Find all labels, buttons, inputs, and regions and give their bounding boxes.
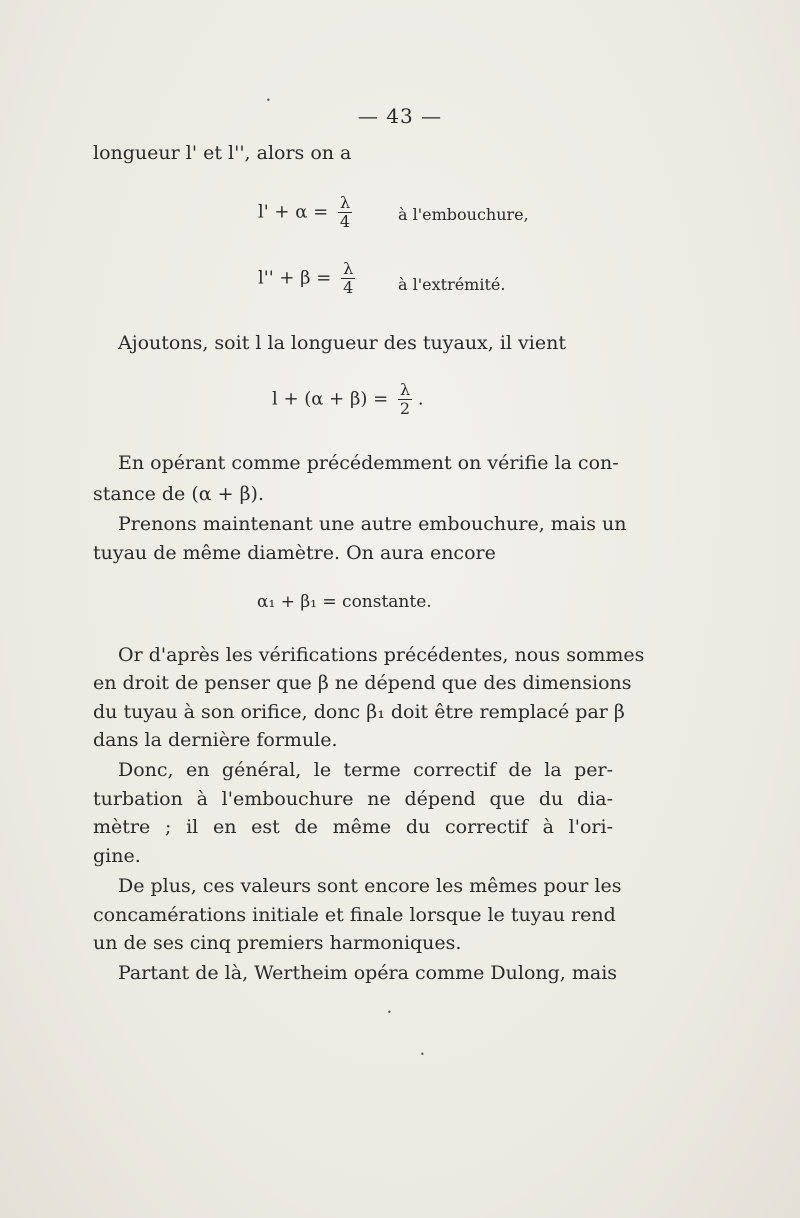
formula-extremite	[258, 260, 355, 297]
text-line: Donc, en général, le terme correctif de la per-	[118, 759, 613, 781]
page-number: — 43 —	[357, 104, 443, 128]
text-line: En opérant comme précédemment on vérifie la con-	[118, 452, 619, 474]
fraction-denominator: 4	[343, 278, 354, 297]
text-line: mètre ; il en est de même du correctif à l'ori-	[93, 816, 613, 838]
fraction	[398, 381, 412, 418]
formula-lhs: l' + α =	[258, 201, 329, 223]
fraction-denominator: 4	[339, 212, 351, 231]
text-line: du tuyau à son orifice, donc β₁ doit être remplacé par β	[93, 701, 625, 723]
text-line: De plus, ces valeurs sont encore les mêmes pour les	[118, 875, 622, 897]
text-line: Partant de là, Wertheim opéra comme Dulong, mais	[118, 962, 618, 984]
fraction	[338, 194, 352, 231]
formula-note: à l'embouchure,	[398, 205, 529, 224]
fraction-numerator: λ	[399, 380, 411, 399]
formula-sum	[272, 381, 424, 418]
text-line: Ajoutons, soit l la longueur des tuyaux, il vient	[118, 332, 566, 354]
formula-embouchure	[258, 194, 352, 231]
speck-mark: •	[387, 1008, 392, 1017]
text-line: tuyau de même diamètre. On aura encore	[93, 542, 496, 564]
fraction-numerator: λ	[343, 259, 354, 278]
fraction-numerator: λ	[339, 193, 351, 212]
text-line: longueur l' et l'', alors on a	[93, 142, 352, 164]
formula-lhs: l'' + β =	[258, 267, 332, 289]
text-line: Prenons maintenant une autre embouchure, mais un	[118, 513, 627, 535]
text-line: un de ses cinq premiers harmoniques.	[93, 932, 462, 954]
formula-period: .	[417, 388, 424, 410]
text-line: stance de (α + β).	[93, 483, 264, 505]
fraction	[341, 260, 355, 297]
formula-constante: α₁ + β₁ = constante.	[257, 592, 432, 612]
text-line: dans la dernière formule.	[93, 729, 338, 751]
formula-lhs: l + (α + β) =	[272, 388, 389, 410]
formula-note: à l'extrémité.	[398, 275, 506, 294]
text-line: turbation à l'embouchure ne dépend que du dia-	[93, 788, 613, 810]
fraction-denominator: 2	[399, 399, 411, 418]
text-line: gine.	[93, 845, 141, 867]
speck-mark: •	[420, 1050, 425, 1059]
text-line: en droit de penser que β ne dépend que des dimensions	[93, 672, 632, 694]
text-line: concamérations initiale et finale lorsque le tuyau rend	[93, 904, 616, 926]
speck-mark: •	[266, 96, 271, 105]
text-line: Or d'après les vérifications précédentes, nous sommes	[118, 644, 645, 666]
